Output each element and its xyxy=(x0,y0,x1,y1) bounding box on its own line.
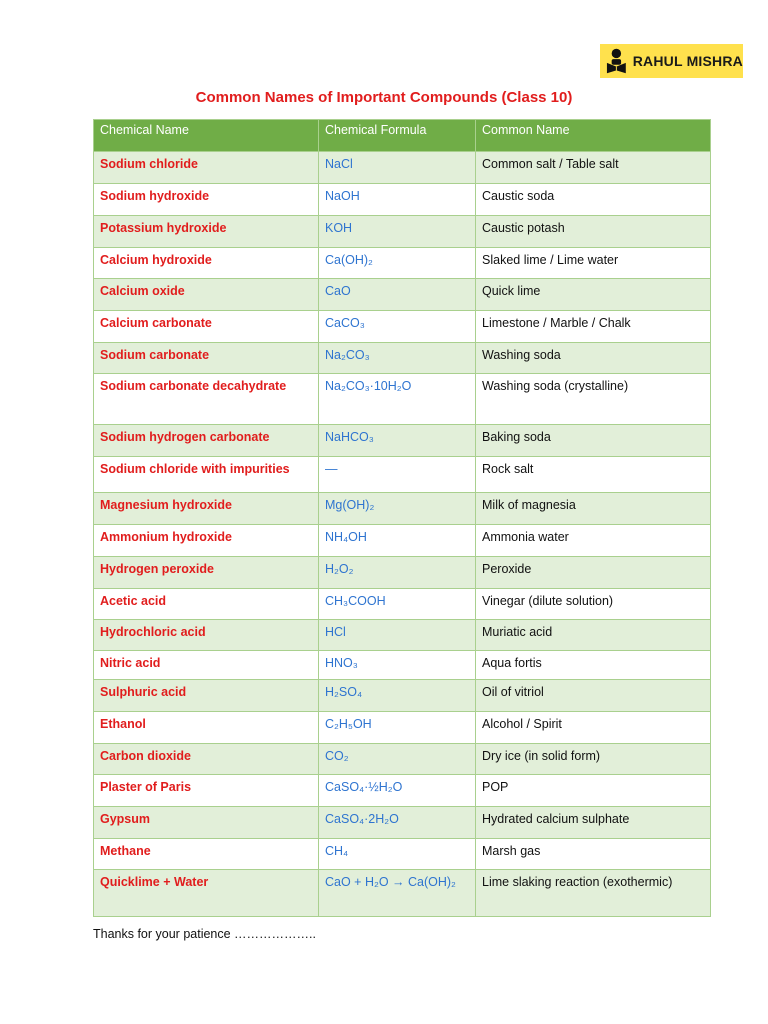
common-name-cell: Peroxide xyxy=(476,557,711,589)
table-row xyxy=(94,311,711,343)
chemical-name-cell: Sodium chloride xyxy=(94,152,319,184)
chemical-name-cell: Hydrochloric acid xyxy=(94,620,319,651)
chemical-name-cell: Sodium hydroxide xyxy=(94,184,319,216)
table-row xyxy=(94,374,711,425)
chemical-name-cell: Carbon dioxide xyxy=(94,744,319,775)
common-name-cell: Slaked lime / Lime water xyxy=(476,248,711,279)
table-row xyxy=(94,343,711,374)
chemical-name-cell: Ethanol xyxy=(94,712,319,744)
table-row xyxy=(94,493,711,525)
brand-badge xyxy=(600,44,743,78)
chemical-name-cell: Acetic acid xyxy=(94,589,319,620)
table-row xyxy=(94,216,711,248)
chemical-formula-cell: C₂H₅OH xyxy=(319,712,476,744)
common-name-cell: POP xyxy=(476,775,711,807)
chemical-name-cell: Hydrogen peroxide xyxy=(94,557,319,589)
common-name-cell: Vinegar (dilute solution) xyxy=(476,589,711,620)
chemical-name-cell: Sodium carbonate xyxy=(94,343,319,374)
chemical-formula-cell: Mg(OH)₂ xyxy=(319,493,476,525)
header-chemical-formula: Chemical Formula xyxy=(319,120,476,152)
table-row xyxy=(94,457,711,493)
common-name-cell: Washing soda xyxy=(476,343,711,374)
brand-name: RAHUL MISHRA xyxy=(632,53,743,69)
chemical-formula-cell: CH₃COOH xyxy=(319,589,476,620)
common-name-cell: Dry ice (in solid form) xyxy=(476,744,711,775)
table-row xyxy=(94,807,711,839)
reader-icon xyxy=(606,47,627,75)
table-row xyxy=(94,152,711,184)
common-name-cell: Caustic soda xyxy=(476,184,711,216)
table-body xyxy=(94,152,711,917)
common-name-cell: Rock salt xyxy=(476,457,711,493)
table-row xyxy=(94,557,711,589)
chemical-name-cell: Calcium carbonate xyxy=(94,311,319,343)
chemical-name-cell: Sodium hydrogen carbonate xyxy=(94,425,319,457)
common-name-cell: Aqua fortis xyxy=(476,651,711,680)
chemical-formula-cell: HCl xyxy=(319,620,476,651)
table-header-row xyxy=(94,120,711,152)
table-row xyxy=(94,525,711,557)
chemical-name-cell: Sodium carbonate decahydrate xyxy=(94,374,319,425)
chemical-name-cell: Calcium hydroxide xyxy=(94,248,319,279)
chemical-name-cell: Magnesium hydroxide xyxy=(94,493,319,525)
chemical-formula-cell: H₂SO₄ xyxy=(319,680,476,712)
table-row xyxy=(94,620,711,651)
compounds-table xyxy=(93,119,711,917)
table-row xyxy=(94,651,711,680)
chemical-formula-cell: HNO₃ xyxy=(319,651,476,680)
chemical-name-cell: Plaster of Paris xyxy=(94,775,319,807)
common-name-cell: Muriatic acid xyxy=(476,620,711,651)
chemical-formula-cell: Na₂CO₃ xyxy=(319,343,476,374)
chemical-name-cell: Sulphuric acid xyxy=(94,680,319,712)
table-row xyxy=(94,870,711,917)
chemical-name-cell: Calcium oxide xyxy=(94,279,319,311)
header-common-name: Common Name xyxy=(476,120,711,152)
page-title: Common Names of Important Compounds (Class 10) xyxy=(195,89,573,106)
footer-note: Thanks for your patience ……………….. xyxy=(93,927,316,941)
chemical-formula-cell: CaSO₄·½H₂O xyxy=(319,775,476,807)
chemical-name-cell: Ammonium hydroxide xyxy=(94,525,319,557)
chemical-name-cell: Potassium hydroxide xyxy=(94,216,319,248)
common-name-cell: Quick lime xyxy=(476,279,711,311)
chemical-formula-cell: NaOH xyxy=(319,184,476,216)
table-row xyxy=(94,712,711,744)
common-name-cell: Alcohol / Spirit xyxy=(476,712,711,744)
common-name-cell: Common salt / Table salt xyxy=(476,152,711,184)
header-chemical-name: Chemical Name xyxy=(94,120,319,152)
chemical-formula-cell: CaSO₄·2H₂O xyxy=(319,807,476,839)
chemical-formula-cell: H₂O₂ xyxy=(319,557,476,589)
chemical-formula-cell: CO₂ xyxy=(319,744,476,775)
chemical-formula-cell: Na₂CO₃·10H₂O xyxy=(319,374,476,425)
common-name-cell: Oil of vitriol xyxy=(476,680,711,712)
table-row xyxy=(94,744,711,775)
chemical-name-cell: Gypsum xyxy=(94,807,319,839)
chemical-formula-cell: KOH xyxy=(319,216,476,248)
chemical-formula-cell: CaCO₃ xyxy=(319,311,476,343)
chemical-formula-cell: CaO + H₂O → Ca(OH)₂ xyxy=(319,870,476,917)
chemical-name-cell: Methane xyxy=(94,839,319,870)
chemical-formula-cell: CaO xyxy=(319,279,476,311)
chemical-formula-cell: CH₄ xyxy=(319,839,476,870)
common-name-cell: Lime slaking reaction (exothermic) xyxy=(476,870,711,917)
common-name-cell: Marsh gas xyxy=(476,839,711,870)
chemical-formula-cell: NaCl xyxy=(319,152,476,184)
chemical-name-cell: Quicklime + Water xyxy=(94,870,319,917)
chemical-name-cell: Nitric acid xyxy=(94,651,319,680)
table-row xyxy=(94,248,711,279)
chemical-formula-cell: — xyxy=(319,457,476,493)
table-row xyxy=(94,680,711,712)
common-name-cell: Caustic potash xyxy=(476,216,711,248)
common-name-cell: Baking soda xyxy=(476,425,711,457)
common-name-cell: Ammonia water xyxy=(476,525,711,557)
common-name-cell: Hydrated calcium sulphate xyxy=(476,807,711,839)
common-name-cell: Washing soda (crystalline) xyxy=(476,374,711,425)
table-row xyxy=(94,425,711,457)
chemical-formula-cell: NH₄OH xyxy=(319,525,476,557)
table-row xyxy=(94,279,711,311)
chemical-formula-cell: NaHCO₃ xyxy=(319,425,476,457)
common-name-cell: Milk of magnesia xyxy=(476,493,711,525)
table-row xyxy=(94,775,711,807)
common-name-cell: Limestone / Marble / Chalk xyxy=(476,311,711,343)
chemical-name-cell: Sodium chloride with impurities xyxy=(94,457,319,493)
table-row xyxy=(94,184,711,216)
table-row xyxy=(94,589,711,620)
table-row xyxy=(94,839,711,870)
chemical-formula-cell: Ca(OH)₂ xyxy=(319,248,476,279)
